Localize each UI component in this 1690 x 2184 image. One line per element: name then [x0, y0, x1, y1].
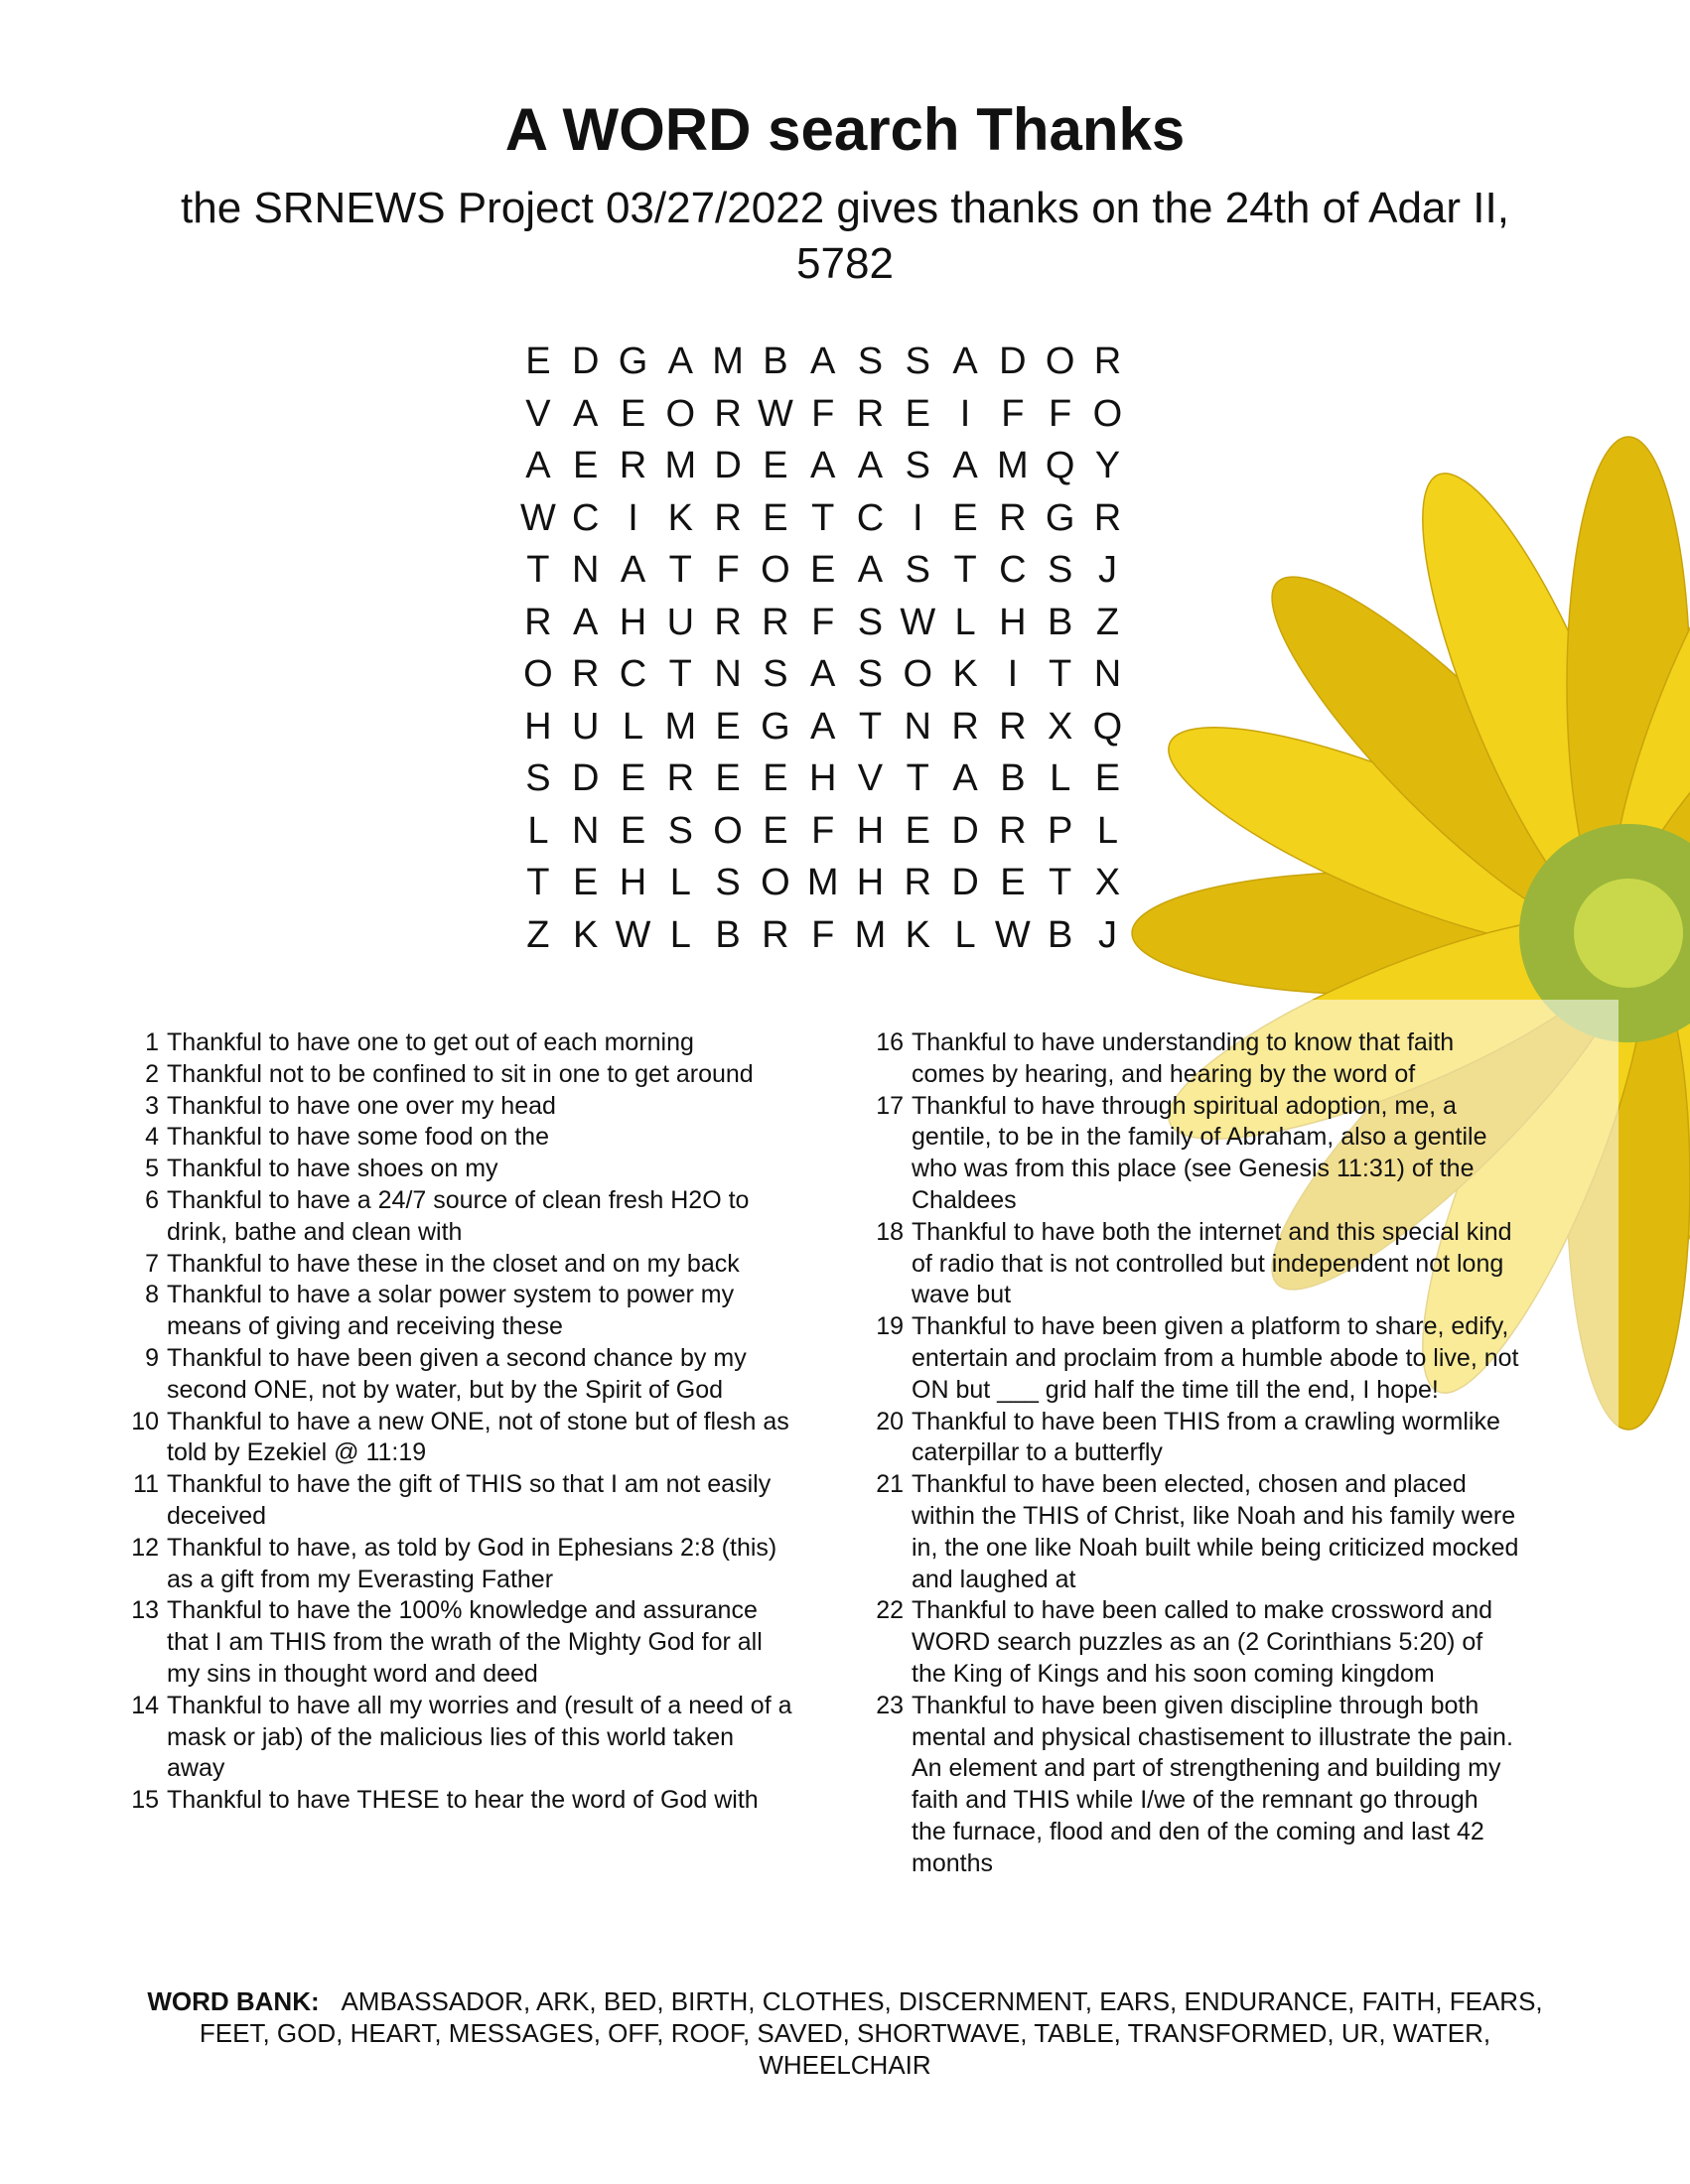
clue-text: Thankful to have been given discipline through both mental and physical chastisement to illustrate the pain. An element and part of strengthening and building my faith and THIS while I/we of the remnant go through the furnace, flood and den of the coming and last 42 months — [912, 1691, 1513, 1877]
clue-list-right — [864, 1027, 1519, 1880]
word-bank-label: WORD BANK: — [147, 1986, 320, 2016]
clue-text: Thankful to have one to get out of each morning — [167, 1028, 694, 1056]
grid-letter: T — [526, 862, 550, 903]
grid-letter: W — [615, 913, 651, 956]
grid-letter: U — [666, 601, 695, 643]
page-title: A WORD search Thanks — [504, 96, 1186, 163]
clue-text: Thankful to have THESE to hear the word of God with — [167, 1786, 759, 1815]
grid-letter: R — [714, 392, 742, 435]
clue-text: Thankful to have a solar power system to power my means of giving and receiving these — [167, 1281, 735, 1341]
grid-letter: F — [811, 392, 835, 435]
grid-letter: J — [1097, 549, 1117, 591]
grid-letter: B — [763, 341, 788, 382]
clue-item — [864, 1691, 1519, 1880]
clue-text: Thankful not to be confined to sit in one to get around — [167, 1059, 754, 1088]
grid-letter: O — [761, 549, 790, 591]
grid-letter: S — [905, 341, 930, 382]
grid-letter: R — [714, 601, 742, 643]
grid-letter: M — [712, 341, 744, 382]
flower-center-core — [1574, 879, 1683, 988]
clue-item — [119, 1154, 794, 1185]
grid-letter: E — [952, 496, 978, 539]
grid-letter: C — [999, 549, 1027, 591]
grid-letter: S — [857, 653, 884, 695]
grid-letter: K — [573, 913, 599, 956]
grid-letter: L — [669, 913, 691, 956]
grid-letter: O — [761, 862, 790, 903]
grid-letter: N — [904, 705, 931, 748]
grid-letter: A — [952, 445, 978, 486]
grid-letter: R — [714, 496, 742, 539]
grid-letter: S — [763, 653, 788, 695]
grid-letter: G — [618, 341, 648, 382]
grid-letter: T — [906, 757, 929, 799]
clue-item — [119, 1469, 794, 1533]
grid-letter: S — [715, 862, 741, 903]
word-bank-words: AMBASSADOR, ARK, BED, BIRTH, CLOTHES, DISCERNMENT, EARS, ENDURANCE, FAITH, FEARS, FEET, GOD, HEART, MESSAGES, OFF, ROOF, SAVED, SHORTWAVE, TABLE, TRANSFORMED, UR, WATER, WHEELCHAIR — [199, 1986, 1543, 2080]
grid-letter: T — [1049, 653, 1072, 695]
grid-letter: L — [954, 913, 976, 956]
clue-number: 15 — [131, 1786, 159, 1815]
clue-item — [119, 1122, 794, 1154]
clue-number: 2 — [145, 1059, 159, 1088]
grid-letter: A — [810, 653, 836, 695]
clue-number: 6 — [145, 1185, 159, 1214]
grid-letter: S — [857, 601, 884, 643]
clue-text: Thankful to have been elected, chosen and placed within the THIS of Christ, like Noah and his family were in, the one like Noah built while being criticized mocked and laughed at — [912, 1470, 1519, 1593]
clue-text: Thankful to have these in the closet and on my back — [167, 1249, 740, 1278]
grid-letter: S — [1047, 549, 1073, 591]
clue-text: Thankful to have one over my head — [167, 1091, 556, 1120]
grid-letter: A — [573, 392, 599, 435]
grid-letter: H — [856, 809, 885, 852]
clue-number: 21 — [876, 1470, 904, 1499]
grid-letter: E — [573, 445, 599, 486]
grid-letter: R — [762, 913, 789, 956]
grid-letter: L — [1050, 757, 1071, 799]
clue-number: 23 — [876, 1691, 904, 1719]
grid-letter: A — [525, 445, 551, 486]
grid-letter: I — [628, 496, 638, 539]
clue-number: 19 — [876, 1312, 904, 1341]
grid-letter: I — [1007, 653, 1019, 695]
grid-letter: K — [667, 496, 693, 539]
grid-letter: G — [1045, 496, 1075, 539]
clue-item — [119, 1533, 794, 1596]
clue-number: 11 — [133, 1470, 159, 1499]
grid-letter: E — [620, 757, 646, 799]
clue-number: 20 — [876, 1407, 904, 1435]
clue-number: 13 — [131, 1596, 159, 1625]
clue-item — [119, 1249, 794, 1281]
clue-text: Thankful to have a 24/7 source of clean fresh H2O to drink, bathe and clean with — [167, 1185, 750, 1246]
clue-number: 14 — [131, 1691, 159, 1719]
grid-letter: A — [810, 341, 836, 382]
grid-letter: R — [999, 496, 1027, 539]
grid-letter: V — [525, 392, 551, 435]
grid-letter: A — [667, 341, 693, 382]
clue-text: Thankful to have, as told by God in Ephesians 2:8 (this) as a gift from my Everasting Father — [167, 1533, 777, 1593]
clue-item — [119, 1027, 794, 1059]
clue-number: 3 — [145, 1091, 159, 1120]
clue-item — [119, 1343, 794, 1407]
grid-letter: E — [715, 705, 741, 748]
grid-letter: T — [1049, 862, 1072, 903]
grid-letter: S — [667, 809, 693, 852]
grid-letter: H — [524, 705, 552, 748]
clue-text: Thankful to have been called to make crossword and WORD search puzzles as an (2 Corinthians 5:20) of the King of Kings and his soon coming kingdom — [912, 1596, 1493, 1688]
grid-letter: U — [571, 705, 600, 748]
grid-letter: H — [856, 862, 885, 903]
grid-letter: H — [999, 601, 1027, 643]
grid-letter: K — [905, 913, 930, 956]
grid-letter: E — [905, 809, 930, 852]
grid-letter: D — [999, 341, 1027, 382]
grid-letter: E — [1000, 862, 1026, 903]
grid-letter: J — [1097, 913, 1117, 956]
grid-letter: H — [808, 757, 837, 799]
grid-letter: A — [952, 341, 978, 382]
grid-letter: S — [857, 341, 884, 382]
grid-letter: L — [1096, 809, 1119, 852]
clue-number: 18 — [876, 1217, 904, 1246]
grid-letter: M — [664, 445, 697, 486]
grid-letter: T — [668, 549, 692, 591]
clue-item — [864, 1091, 1519, 1217]
grid-letter: B — [1000, 757, 1026, 799]
clue-item — [864, 1027, 1519, 1091]
grid-letter: R — [1093, 496, 1122, 539]
grid-letter: B — [1047, 913, 1073, 956]
grid-letter: G — [761, 705, 790, 748]
grid-letter: A — [857, 445, 884, 486]
grid-letter: L — [622, 705, 644, 748]
clue-text: Thankful to have been THIS from a crawling wormlike caterpillar to a butterfly — [912, 1407, 1500, 1467]
grid-letter: L — [954, 601, 976, 643]
grid-letter: D — [571, 341, 600, 382]
clue-number: 10 — [131, 1407, 159, 1435]
clue-item — [119, 1185, 794, 1249]
grid-letter: E — [573, 862, 599, 903]
grid-letter: I — [959, 392, 971, 435]
grid-letter: E — [763, 496, 788, 539]
grid-letter: C — [856, 496, 885, 539]
grid-letter: W — [994, 913, 1031, 956]
grid-letter: D — [951, 809, 979, 852]
grid-letter: E — [1094, 757, 1121, 799]
grid-letter: F — [811, 913, 835, 956]
grid-letter: X — [1047, 705, 1073, 748]
grid-letter: O — [903, 653, 933, 695]
clue-text: Thankful to have all my worries and (result of a need of a mask or jab) of the malicious lies of this world taken away — [167, 1691, 792, 1783]
clue-text: Thankful to have through spiritual adoption, me, a gentile, to be in the family of Abraham, also a gentile who was from this place (see Genesis 11:31) of the Chaldees — [912, 1091, 1487, 1214]
grid-letter: R — [571, 653, 600, 695]
grid-letter: E — [763, 757, 788, 799]
clue-item — [864, 1217, 1519, 1311]
grid-letter: C — [619, 653, 647, 695]
clue-item — [864, 1311, 1519, 1406]
grid-letter: N — [571, 549, 600, 591]
clue-item — [119, 1691, 794, 1785]
grid-letter: A — [810, 705, 836, 748]
grid-letter: O — [523, 653, 553, 695]
clue-number: 5 — [145, 1155, 159, 1183]
grid-letter: O — [713, 809, 743, 852]
grid-letter: M — [997, 445, 1029, 486]
grid-letter: R — [524, 601, 552, 643]
grid-letter: F — [716, 549, 740, 591]
grid-letter: T — [526, 549, 550, 591]
grid-letter: F — [811, 601, 835, 643]
clue-number: 1 — [145, 1028, 159, 1056]
clue-text: Thankful to have shoes on my — [167, 1155, 498, 1183]
clue-number: 7 — [145, 1249, 159, 1278]
clue-item — [119, 1280, 794, 1343]
grid-letter: M — [806, 862, 839, 903]
clue-item — [864, 1595, 1519, 1690]
grid-letter: E — [620, 392, 646, 435]
grid-letter: E — [620, 809, 646, 852]
grid-letter: B — [1047, 601, 1073, 643]
grid-letter: E — [905, 392, 930, 435]
grid-letter: D — [714, 445, 742, 486]
grid-letter: R — [951, 705, 979, 748]
grid-letter: M — [664, 705, 697, 748]
clue-text: Thankful to have a new ONE, not of stone but of flesh as told by Ezekiel @ 11:19 — [167, 1407, 789, 1467]
grid-letter: H — [619, 601, 647, 643]
grid-letter: W — [757, 392, 793, 435]
clue-item — [119, 1059, 794, 1091]
grid-letter: T — [953, 549, 977, 591]
grid-letter: P — [1047, 809, 1073, 852]
grid-letter: O — [665, 392, 696, 435]
grid-letter: E — [810, 549, 836, 591]
grid-letter: Z — [1095, 601, 1120, 643]
grid-letter: R — [666, 757, 695, 799]
clue-number: 4 — [145, 1123, 159, 1152]
clue-number: 12 — [131, 1533, 159, 1562]
grid-letter: D — [951, 862, 979, 903]
grid-letter: O — [1092, 392, 1123, 435]
grid-letter: R — [1093, 341, 1122, 382]
grid-letter: D — [571, 757, 600, 799]
clue-text: Thankful to have some food on the — [167, 1123, 549, 1152]
clue-text: Thankful to have the gift of THIS so that I am not easily deceived — [167, 1470, 772, 1530]
page-subtitle: the SRNEWS Project 03/27/2022 gives thanks on the 24th of Adar II, 5782 — [181, 184, 1509, 288]
clue-text: Thankful to have been given a second chance by my second ONE, not by water, but by the Spirit of God — [167, 1343, 747, 1404]
clue-number: 16 — [876, 1028, 904, 1056]
grid-letter: S — [905, 445, 930, 486]
grid-letter: L — [527, 809, 549, 852]
clue-text: Thankful to have been given a platform to share, edify, entertain and proclaim from a humble abode to live, not ON but ___ grid half the time till the end, I hope! — [912, 1312, 1519, 1404]
grid-letter: A — [857, 549, 884, 591]
clue-item — [119, 1785, 794, 1817]
grid-letter: E — [525, 341, 551, 382]
grid-letter: F — [1049, 392, 1072, 435]
clue-item — [119, 1407, 794, 1470]
clue-item — [864, 1469, 1519, 1595]
grid-letter: F — [1001, 392, 1025, 435]
clue-item — [864, 1407, 1519, 1470]
grid-letter: M — [854, 913, 887, 956]
grid-letter: E — [763, 445, 788, 486]
grid-letter: Y — [1094, 445, 1121, 486]
grid-letter: T — [811, 496, 835, 539]
grid-letter: K — [952, 653, 978, 695]
clue-item — [119, 1091, 794, 1123]
clue-list-left — [119, 1027, 794, 1817]
grid-letter: N — [714, 653, 742, 695]
word-bank — [119, 1985, 1571, 2081]
grid-letter: R — [619, 445, 647, 486]
grid-letter: I — [912, 496, 923, 539]
grid-letter: A — [810, 445, 836, 486]
grid-letter: E — [763, 809, 788, 852]
grid-letter: S — [525, 757, 551, 799]
grid-letter: R — [999, 705, 1027, 748]
grid-letter: H — [619, 862, 647, 903]
grid-letter: Z — [526, 913, 550, 956]
grid-letter: A — [952, 757, 978, 799]
word-search-grid — [514, 336, 1131, 961]
grid-letter: W — [519, 496, 556, 539]
grid-letter: R — [999, 809, 1027, 852]
grid-letter: T — [668, 653, 692, 695]
grid-letter: N — [571, 809, 600, 852]
grid-letter: C — [571, 496, 600, 539]
grid-letter: O — [1045, 341, 1075, 382]
clue-number: 17 — [876, 1091, 904, 1120]
grid-letter: R — [856, 392, 885, 435]
clue-number: 9 — [145, 1343, 159, 1372]
clue-item — [119, 1595, 794, 1690]
grid-letter: T — [858, 705, 883, 748]
grid-letter: B — [715, 913, 741, 956]
clue-text: Thankful to have both the internet and this special kind of radio that is not controlled but independent not long wave but — [912, 1217, 1512, 1309]
grid-letter: Q — [1092, 705, 1123, 748]
grid-letter: A — [620, 549, 646, 591]
grid-letter: X — [1094, 862, 1121, 903]
grid-letter: A — [573, 601, 599, 643]
grid-letter: R — [904, 862, 931, 903]
clue-number: 8 — [145, 1281, 159, 1309]
grid-letter: N — [1093, 653, 1122, 695]
grid-letter: S — [905, 549, 930, 591]
clue-text: Thankful to have understanding to know that faith comes by hearing, and hearing by the word of — [912, 1028, 1455, 1088]
grid-letter: L — [669, 862, 691, 903]
grid-letter: R — [762, 601, 789, 643]
grid-letter: W — [900, 601, 936, 643]
grid-letter: V — [857, 757, 884, 799]
clue-number: 22 — [876, 1596, 904, 1625]
grid-letter: E — [715, 757, 741, 799]
grid-letter: Q — [1045, 445, 1075, 486]
clue-text: Thankful to have the 100% knowledge and assurance that I am THIS from the wrath of the Mighty God for all my sins in thought word and deed — [167, 1596, 763, 1688]
grid-letter: F — [811, 809, 835, 852]
